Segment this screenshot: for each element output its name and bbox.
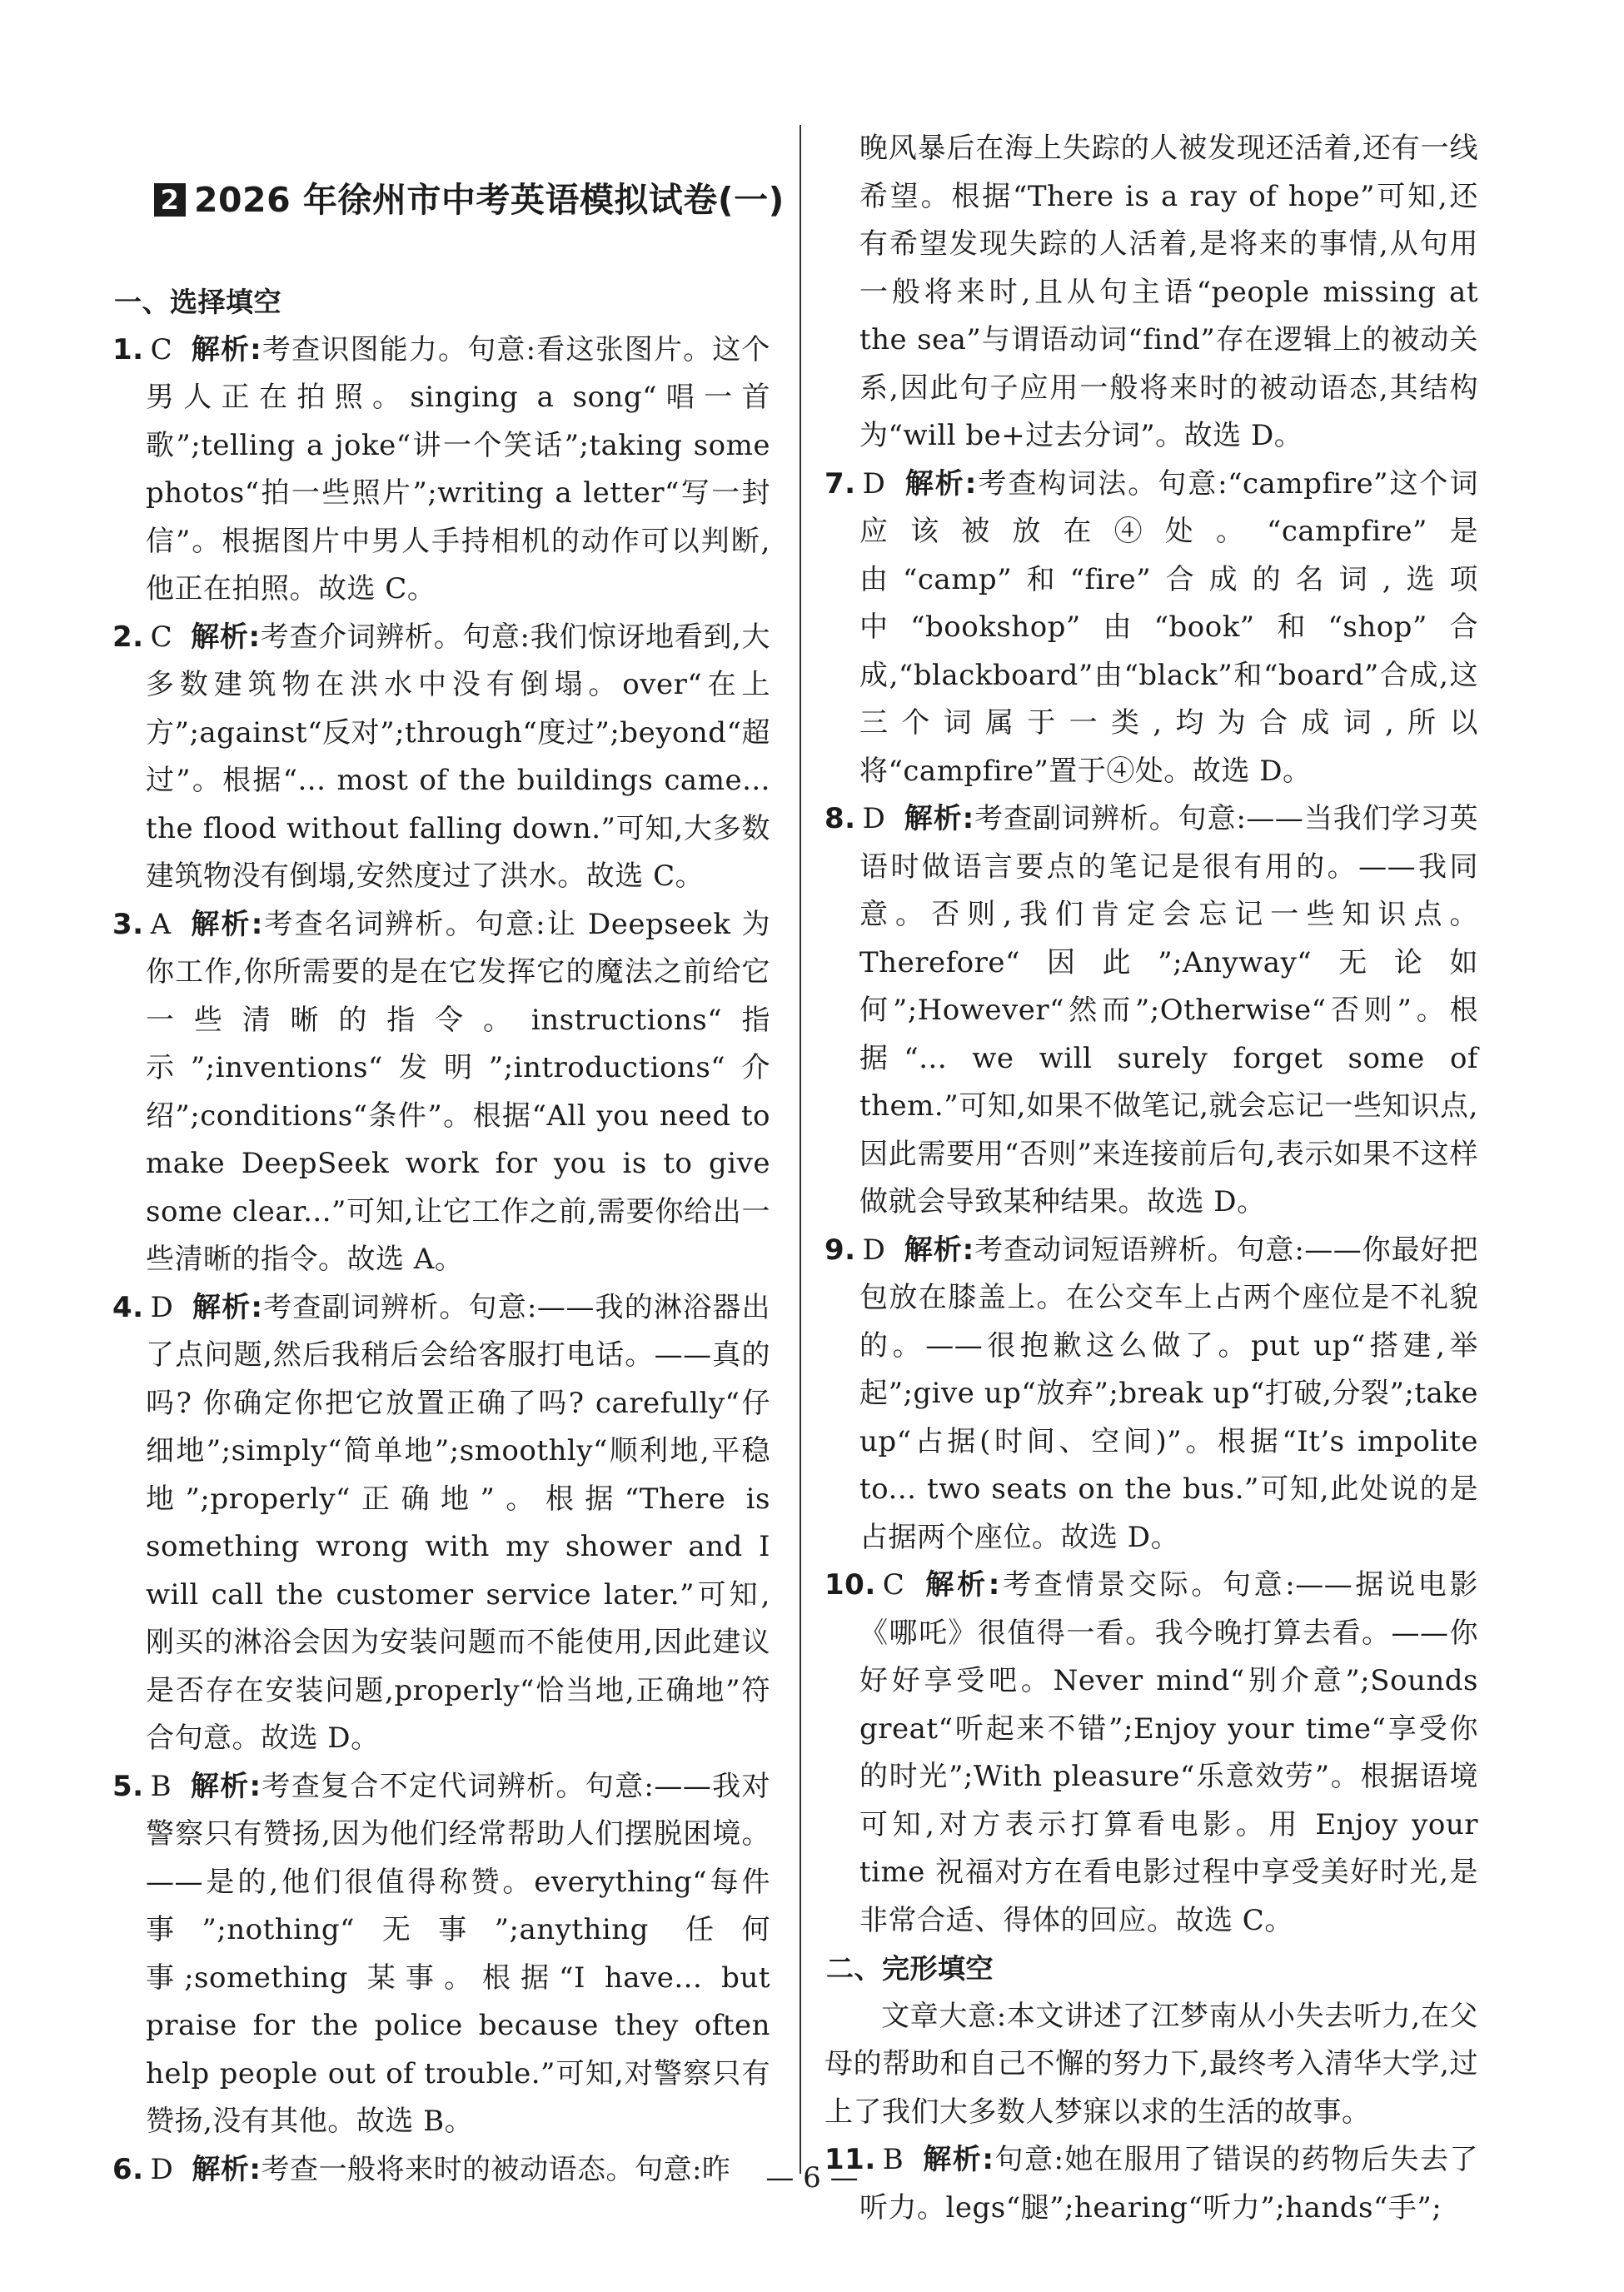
item-number: 2. (112, 620, 144, 654)
item-answer: D (150, 1290, 174, 1324)
answer-item (112, 1763, 770, 2146)
item-number: 5. (112, 1769, 144, 1803)
item-number: 1. (112, 332, 144, 366)
page-title (154, 175, 785, 225)
item-answer: C (150, 620, 173, 654)
analysis-label: 解析: (192, 2152, 262, 2186)
item-number: 3. (112, 907, 144, 941)
title-text: 2026 年徐州市中考英语模拟试卷(一) (194, 180, 785, 220)
analysis-label: 解析: (904, 466, 977, 501)
answer-item (112, 1284, 770, 1763)
left-column (112, 127, 785, 2194)
answer-item (112, 901, 770, 1284)
analysis-label: 解析: (904, 1233, 974, 1267)
item-text: 考查名词辨析。句意:让 Deepseek 为你工作,你所需要的是在它发挥它的魔法之前给它一些清晰的指令。instructions“指示”;inventions“发明”;introductions“介绍”;conditions“条件”。根据“All you need to make DeepSeek work for you is to give some clear...”可知,让它工作之前,需要你给出一些清晰的指令。故选 A。 (146, 907, 770, 1276)
item-answer: D (862, 802, 886, 835)
item-answer: D (150, 2152, 174, 2186)
item-continuation: 晚风暴后在海上失踪的人被发现还活着,还有一线希望。根据“There is a ray of hope”可知,还有希望发现失踪的人活着,是将来的事情,从句用一般将来时,且从句主语“people missing at the sea”与谓语动词“find”存在逻辑上的被动关系,因此句子应用一般将来时的被动语态,其结构为“will be+过去分词”。故选 D。 (859, 132, 1478, 452)
item-text: 考查情景交际。句意:——据说电影《哪吒》很值得一看。我今晚打算去看。——你好好享受吧。Never mind“别介意”;Sounds great“听起来不错”;Enjoy your time“享受你的时光”;With pleasure“乐意效劳”。根据语境可知,对方表示打算看电影。用 Enjoy your time 祝福对方在看电影过程中享受美好时光,是非常合适、得体的回应。故选 C。 (859, 1568, 1478, 1937)
item-number: 8. (824, 802, 856, 835)
analysis-label: 解析: (191, 620, 261, 654)
column-divider (800, 125, 801, 2174)
item-answer: C (150, 332, 173, 366)
item-answer: C (882, 1568, 905, 1602)
item-number: 10. (824, 1568, 876, 1602)
item-number: 9. (824, 1233, 856, 1267)
analysis-label: 解析: (922, 2143, 994, 2176)
right-column (824, 125, 1478, 2232)
analysis-label: 解析: (191, 332, 262, 366)
item-text: 考查动词短语辨析。句意:——你最好把包放在膝盖上。在公交车上占两个座位是不礼貌的。——很抱歉这么做了。put up“搭建,举起”;give up“放弃”;break up“打破,分裂”;take up“占据(时间、空间)”。根据“It’s impolite to... two seats on the bus.”可知,此处说的是占据两个座位。故选 D。 (859, 1233, 1478, 1554)
title-number-badge: 2 (154, 183, 186, 217)
analysis-label: 解析: (923, 1568, 1000, 1602)
analysis-label: 解析: (190, 1769, 262, 1803)
item-text: 考查构词法。句意:“campfire”这个词应该被放在④处。“campfire”是由“camp”和“fire”合成的名词,选项中“bookshop”由“book”和“shop”合成,“blackboard”由“black”和“board”合成,这三个词属于一类,均为合成词,所以将“campfire”置于④处。故选 D。 (859, 466, 1478, 788)
item-text: 考查副词辨析。句意:——当我们学习英语时做语言要点的笔记是很有用的。——我同意。否则,我们肯定会忘记一些知识点。Therefore“因此”;Anyway“无论如何”;However“然而”;Otherwise“否则”。根据“... we will surely forget some of them.”可知,如果不做笔记,就会忘记一些知识点,因此需要用“否则”来连接前后句,表示如果不这样做就会导致某种结果。故选 D。 (859, 802, 1478, 1218)
answer-item (824, 1562, 1478, 1945)
item-answer: D (862, 466, 886, 501)
section-heading-choice: 一、选择填空 (114, 286, 281, 318)
item-text: 考查识图能力。句意:看这张图片。这个男人正在拍照。singing a song“唱一首歌”;telling a joke“讲一个笑话”;taking some photos“拍一些照片”;writing a letter“写一封信”。根据图片中男人手持相机的动作可以判断,他正在拍照。故选 C。 (146, 332, 770, 605)
item-answer: B (150, 1769, 172, 1803)
item-answer: D (862, 1233, 886, 1267)
page-number: — 6 — (765, 2161, 859, 2195)
answer-item (112, 614, 770, 901)
item-number: 11. (824, 2143, 876, 2176)
item-text: 考查介词辨析。句意:我们惊讶地看到,大多数建筑物在洪水中没有倒塌。over“在上方”;against“反对”;through“度过”;beyond“超过”。根据“... most of the buildings came... the flood without falling down.”可知,大多数建筑物没有倒塌,安然度过了洪水。故选 C。 (146, 620, 770, 893)
answer-item (824, 1227, 1478, 1562)
item-answer: B (882, 2143, 904, 2176)
item-text: 考查一般将来时的被动语态。句意:昨 (261, 2152, 731, 2186)
item-number: 4. (112, 1290, 144, 1324)
analysis-label: 解析: (192, 1290, 263, 1324)
answer-item (112, 326, 770, 614)
analysis-label: 解析: (904, 802, 974, 835)
item-number: 6. (112, 2152, 144, 2186)
section-heading-cloze: 二、完形填空 (826, 1952, 994, 1985)
item-answer: A (150, 907, 172, 941)
item-number: 7. (824, 466, 856, 501)
answer-item (824, 461, 1478, 796)
item-text: 句意:她在服用了错误的药物后失去了听力。legs“腿”;hearing“听力”;hands“手”; (859, 2143, 1478, 2225)
answer-item (824, 795, 1478, 1227)
item-text: 考查复合不定代词辨析。句意:——我对警察只有赞扬,因为他们经常帮助人们摆脱困境。——是的,他们很值得称赞。everything“每件事”;nothing“无事”;anything 任何事;something 某事。根据“I have... but praise for the police because they often help people out of trouble.”可知,对警察只有赞扬,没有其他。故选 B。 (146, 1769, 770, 2138)
analysis-label: 解析: (189, 907, 263, 941)
item-text: 考查副词辨析。句意:——我的淋浴器出了点问题,然后我稍后会给客服打电话。——真的吗? 你确定你把它放置正确了吗? carefully“仔细地”;simply“简单地”;smoothly“顺利地,平稳地”;properly“正确地”。根据“There is something wrong with my shower and I will call the customer service later.”可知,刚买的淋浴会因为安装问题而不能使用,因此建议是否存在安装问题,properly“恰当地,正确地”符合句意。故选 D。 (146, 1290, 770, 1755)
passage-summary: 文章大意:本文讲述了江梦南从小失去听力,在父母的帮助和自己不懈的努力下,最终考入清华大学,过上了我们大多数人梦寐以求的生活的故事。 (824, 1999, 1478, 2129)
